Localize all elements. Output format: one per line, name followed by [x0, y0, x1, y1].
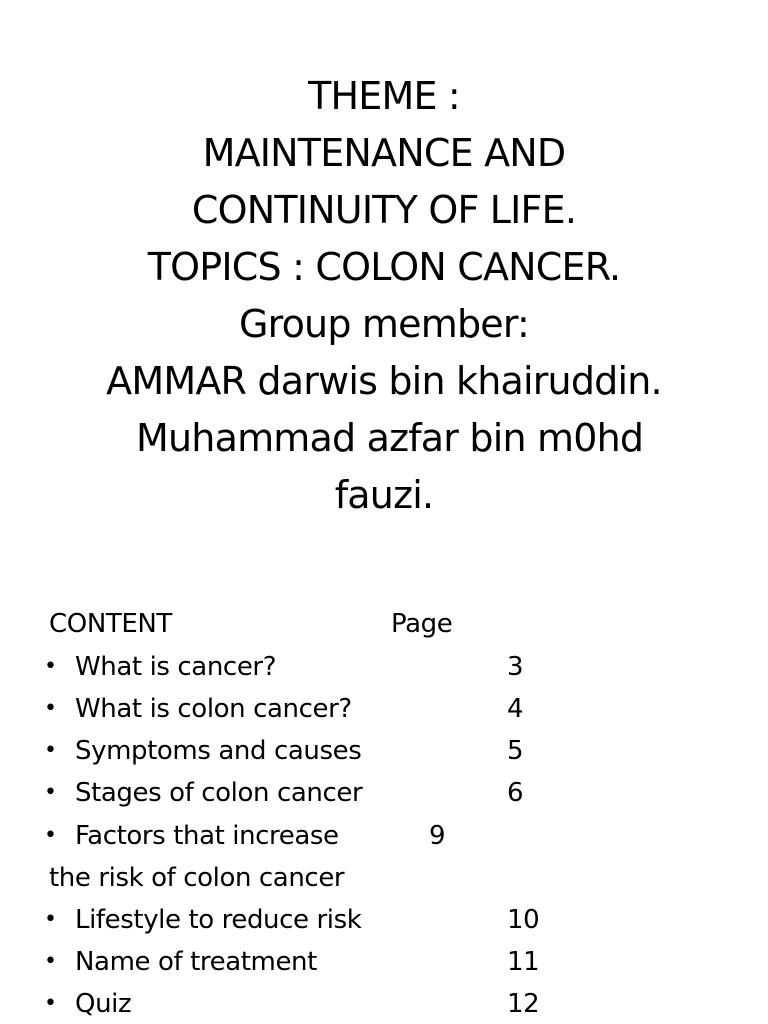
list-item-label: Name of treatment	[75, 947, 317, 977]
list-item-label: Factors that increase	[75, 821, 339, 851]
contents-heading: CONTENT	[49, 609, 172, 639]
title-theme-line-2: CONTINUITY OF LIFE.	[191, 188, 577, 232]
list-item-label: What is cancer?	[75, 652, 277, 682]
bullet-icon: •	[44, 991, 57, 1016]
list-item-label: What is colon cancer?	[75, 694, 352, 724]
list-item-continuation: the risk of colon cancer	[49, 863, 345, 893]
list-item-label: Symptoms and causes	[75, 736, 362, 766]
page-column-heading: Page	[391, 609, 453, 639]
list-item-page: 11	[507, 947, 540, 977]
list-item-label: Stages of colon cancer	[75, 778, 363, 808]
title-group-label: Group member:	[238, 302, 530, 346]
title-member-1: AMMAR darwis bin khairuddin.	[106, 359, 662, 403]
bullet-icon: •	[44, 780, 57, 805]
list-item-page: 9	[429, 821, 446, 851]
list-item-page: 3	[507, 652, 524, 682]
title-member-2-line-1: Muhammad azfar bin m0hd	[124, 416, 644, 460]
title-theme-label: THEME :	[308, 74, 460, 118]
list-item-page: 6	[507, 778, 524, 808]
list-item-page: 4	[507, 694, 524, 724]
list-item-page: 12	[507, 989, 540, 1019]
bullet-icon: •	[44, 907, 57, 932]
bullet-icon: •	[44, 738, 57, 763]
title-member-2-line-2: fauzi.	[334, 473, 434, 517]
list-item-page: 5	[507, 736, 524, 766]
bullet-icon: •	[44, 823, 57, 848]
list-item-label: Lifestyle to reduce risk	[75, 905, 362, 935]
list-item-label: Quiz	[75, 989, 132, 1019]
title-theme-line-1: MAINTENANCE AND	[202, 131, 566, 175]
title-topic: TOPICS : COLON CANCER.	[147, 245, 621, 289]
bullet-icon: •	[44, 654, 57, 679]
list-item-page: 10	[507, 905, 540, 935]
bullet-icon: •	[44, 949, 57, 974]
bullet-icon: •	[44, 696, 57, 721]
